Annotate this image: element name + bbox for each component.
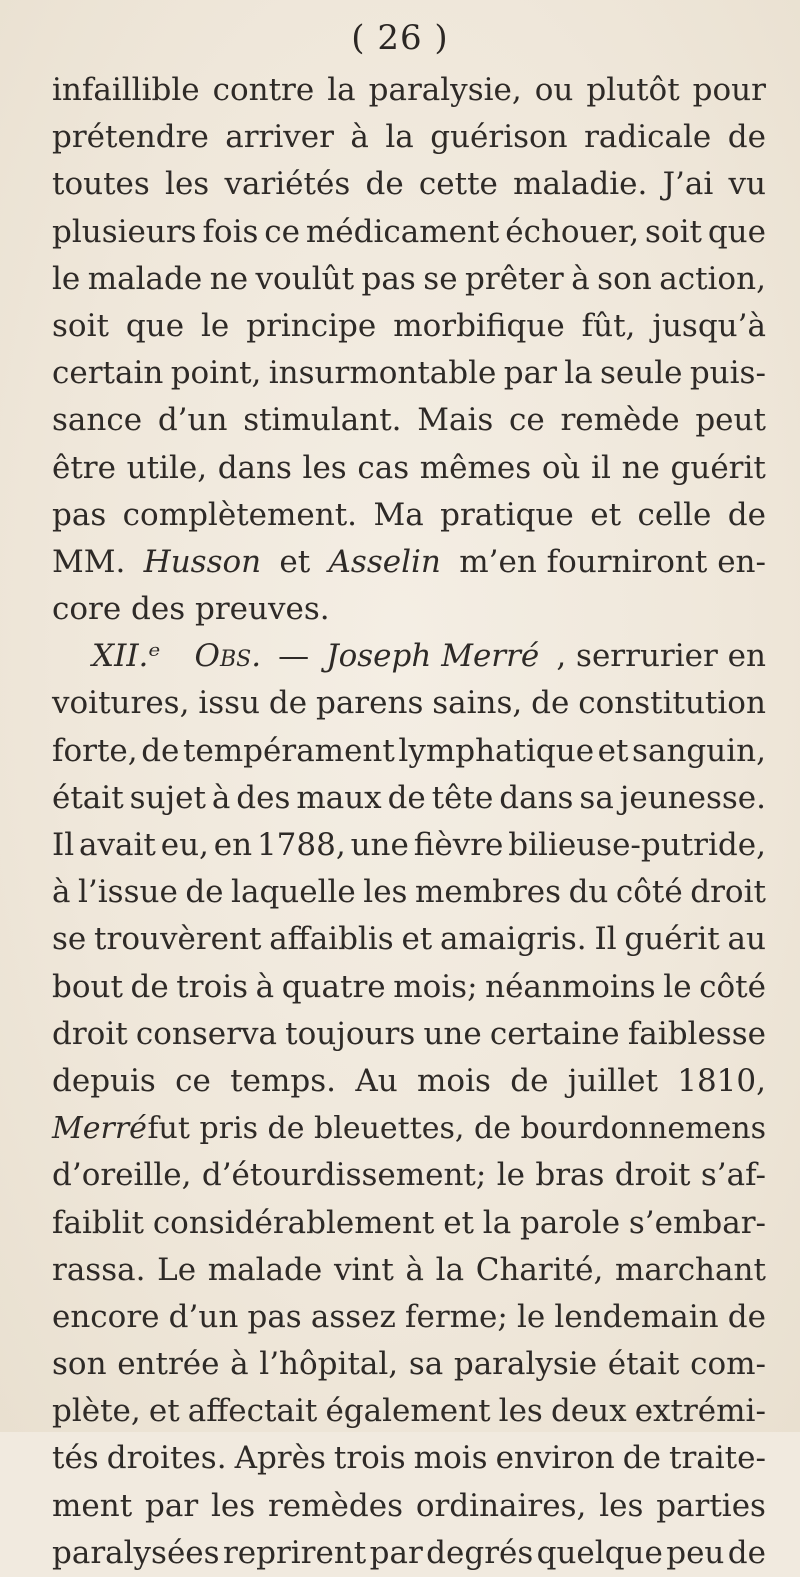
word: de — [727, 119, 766, 156]
text-line — [52, 114, 766, 161]
text-segment: core des preuves. — [52, 591, 330, 628]
word: guérit — [670, 449, 766, 486]
text-segment — [52, 350, 766, 397]
word: était — [607, 1346, 680, 1383]
word: maux — [296, 779, 382, 816]
word: soit — [52, 307, 109, 344]
word: de — [130, 968, 169, 1005]
text-segment — [52, 1011, 766, 1058]
word: droit — [690, 874, 766, 911]
text-line — [52, 397, 766, 444]
word: affectait — [187, 1393, 318, 1430]
word: dans — [217, 449, 292, 486]
word: droit — [614, 1157, 691, 1194]
text-line — [52, 1011, 766, 1058]
word: dans — [499, 779, 574, 816]
word: tête — [431, 779, 494, 816]
text-segment — [52, 67, 766, 114]
word: voulût — [255, 260, 355, 297]
word: fût, — [581, 307, 636, 344]
text-segment — [52, 303, 766, 350]
word: depuis — [52, 1062, 156, 1099]
word: contre — [212, 72, 315, 108]
text-segment — [52, 1152, 766, 1199]
word: point, — [170, 355, 262, 392]
word: pas — [52, 496, 107, 533]
word: d’un — [168, 1298, 239, 1335]
word: le — [517, 1298, 546, 1335]
word: néanmoins — [485, 968, 656, 1005]
text-segment — [52, 1200, 766, 1247]
word: peu — [666, 1534, 725, 1571]
word: être — [52, 449, 116, 486]
word: de — [531, 685, 570, 722]
text-segment: fut pris de bleuettes, de bourdonnemens — [147, 1111, 766, 1147]
word: voitures, — [52, 685, 190, 722]
text-segment — [52, 1247, 766, 1294]
word: le — [52, 260, 81, 297]
word: soit — [645, 213, 702, 250]
word: d’étourdissement; — [201, 1157, 487, 1194]
text-line — [52, 161, 766, 208]
word: la — [327, 72, 356, 108]
word: d’un — [157, 402, 228, 439]
word: échouer, — [505, 213, 640, 250]
word: de — [185, 874, 224, 911]
word: plutôt — [586, 72, 680, 108]
word: trois — [176, 968, 249, 1005]
word: bilieuse-putride, — [508, 827, 766, 863]
word: sance — [52, 402, 143, 439]
word: la — [564, 355, 593, 392]
text-line — [52, 350, 766, 397]
word: reprirent — [222, 1534, 367, 1571]
word: à — [255, 968, 275, 1005]
word: de — [268, 685, 308, 722]
text-segment: Husson — [143, 543, 262, 580]
word: à — [350, 119, 369, 156]
word: de — [510, 1062, 549, 1099]
word: que — [125, 307, 185, 344]
word: assez — [310, 1298, 396, 1335]
word: son — [597, 260, 652, 297]
word: morbifique — [393, 307, 565, 344]
word: temps. — [230, 1062, 337, 1099]
word: considérablement — [152, 1204, 435, 1241]
word: que — [707, 213, 766, 250]
word: rassa. — [52, 1251, 146, 1288]
word: son — [52, 1346, 107, 1383]
text-line — [52, 633, 766, 680]
word: et — [443, 1204, 474, 1241]
word: amaigris. — [440, 921, 587, 958]
word: pas — [361, 260, 416, 297]
word: principe — [246, 307, 377, 344]
text-segment: et — [279, 543, 311, 580]
word: lendemain — [554, 1298, 719, 1335]
text-segment — [52, 1435, 766, 1482]
word: par — [369, 1534, 423, 1571]
text-segment: Asselin — [328, 543, 441, 580]
word: les — [498, 1393, 543, 1430]
word: ne — [621, 449, 660, 486]
word: variétés — [224, 166, 351, 203]
text-segment: XII.ᵉ — [92, 638, 161, 675]
text-segment — [52, 1058, 766, 1105]
word: l’issue — [78, 874, 178, 911]
word: toutes — [52, 166, 150, 203]
word: guérison — [430, 119, 568, 156]
word: insurmontable — [268, 355, 497, 392]
word: de — [387, 779, 426, 816]
word: ne — [209, 260, 249, 297]
word: de — [365, 166, 404, 203]
word: Il — [594, 921, 617, 958]
text-segment — [52, 1388, 766, 1435]
word: com- — [690, 1346, 766, 1383]
word: seule — [600, 355, 683, 392]
word: d’oreille, — [52, 1157, 192, 1194]
word: issu — [198, 685, 261, 722]
text-segment: MM. — [52, 543, 126, 580]
word: également — [325, 1393, 491, 1430]
word: guérit — [624, 921, 720, 958]
word: le — [663, 968, 692, 1005]
word: trouvèrent — [94, 921, 262, 958]
text-segment — [52, 397, 766, 444]
word: sanguin, — [632, 732, 766, 769]
word: paralysie — [453, 1346, 598, 1383]
text-segment — [52, 680, 766, 727]
word: plusieurs — [52, 213, 197, 250]
text-line — [52, 1341, 766, 1388]
word: paralysées — [52, 1534, 220, 1571]
word: prétendre — [52, 119, 209, 156]
word: quelque — [536, 1534, 663, 1571]
word: de — [727, 1298, 766, 1335]
word: environ — [495, 1440, 615, 1477]
word: jusqu’à — [652, 307, 766, 344]
text-line — [52, 1152, 766, 1199]
word: jeunesse. — [619, 779, 766, 816]
word: mois — [413, 1440, 488, 1477]
word: 1788, — [256, 827, 346, 863]
word: certaine — [489, 1015, 620, 1052]
word: médicament — [305, 213, 500, 250]
text-line — [52, 680, 766, 727]
word: mêmes — [419, 449, 532, 486]
word: fièvre — [413, 827, 504, 863]
word: se — [423, 260, 458, 297]
text-line — [52, 539, 766, 586]
text-segment — [52, 822, 766, 869]
word: à — [52, 874, 71, 911]
word: Il — [52, 827, 75, 863]
word: avait — [79, 827, 156, 863]
word: lymphatique — [398, 732, 595, 769]
word: degrés — [426, 1534, 534, 1571]
word: droit — [52, 1015, 128, 1052]
word: à — [405, 1251, 424, 1288]
word: cas — [357, 449, 410, 486]
word: encore — [52, 1298, 160, 1335]
word: et — [401, 921, 433, 958]
word: côté — [699, 968, 766, 1005]
word: ou — [534, 72, 574, 108]
text-segment — [52, 161, 766, 208]
word: les — [599, 1487, 644, 1524]
word: le — [496, 1157, 525, 1194]
text-line — [52, 209, 766, 256]
text-line — [52, 916, 766, 963]
word: infaillible — [52, 72, 200, 108]
text-segment: — — [278, 638, 310, 675]
word: celle — [637, 496, 712, 533]
word: il — [591, 449, 611, 486]
word: se — [52, 921, 87, 958]
text-segment: Merré — [52, 1111, 147, 1147]
text-line — [52, 492, 766, 539]
word: action, — [659, 260, 766, 297]
text-line — [52, 256, 766, 303]
word: bout — [52, 968, 123, 1005]
word: s’embar- — [628, 1204, 766, 1241]
word: complètement. — [122, 496, 358, 533]
word: ce — [175, 1062, 211, 1099]
text-segment — [52, 869, 766, 916]
word: juillet — [567, 1062, 658, 1099]
word: par — [145, 1487, 199, 1524]
text-segment — [52, 775, 766, 822]
text-line — [52, 869, 766, 916]
word: puis- — [689, 355, 766, 392]
word: et — [590, 496, 622, 533]
word: maladie. — [513, 166, 648, 203]
word: et — [148, 1393, 180, 1430]
text-line — [52, 1294, 766, 1341]
text-line — [52, 1058, 766, 1105]
word: du — [568, 874, 609, 911]
word: par — [503, 355, 557, 392]
word: plète, — [52, 1393, 141, 1430]
word: Ma — [373, 496, 424, 533]
text-segment — [52, 1341, 766, 1388]
word: Après — [234, 1440, 326, 1477]
word: mois — [417, 1062, 491, 1099]
word: Au — [355, 1062, 398, 1099]
text-line — [52, 1200, 766, 1247]
word: vint — [333, 1251, 394, 1288]
text-segment: Joseph Merré — [326, 638, 540, 675]
text-line — [52, 1247, 766, 1294]
word: affaiblis — [269, 921, 394, 958]
word: côté — [615, 874, 683, 911]
word: était — [52, 779, 124, 816]
word: droites. — [106, 1440, 227, 1477]
word: faiblit — [52, 1204, 145, 1241]
word: de — [141, 732, 180, 769]
word: de — [727, 1534, 766, 1571]
word: paralysie, — [368, 72, 522, 108]
word: en — [213, 827, 253, 863]
word: utile, — [126, 449, 208, 486]
word: s’af- — [700, 1157, 766, 1194]
text-segment — [52, 1483, 766, 1530]
word: pratique — [440, 496, 574, 533]
word: les — [363, 874, 408, 911]
text-line — [52, 1388, 766, 1435]
text-line — [52, 822, 766, 869]
word: malade — [87, 260, 203, 297]
text-line — [52, 586, 766, 633]
word: les — [302, 449, 347, 486]
word: Mais — [417, 402, 494, 439]
word: et — [597, 732, 629, 769]
word: entrée — [117, 1346, 220, 1383]
word: tempérament — [182, 732, 395, 769]
word: sa — [579, 779, 614, 816]
word: à — [230, 1346, 249, 1383]
body-text — [52, 67, 766, 1577]
word: Charité, — [475, 1251, 604, 1288]
text-segment: , serrurier en — [556, 638, 766, 675]
word: parties — [656, 1487, 766, 1524]
word: tés — [52, 1440, 99, 1477]
word: J’ai — [662, 166, 714, 203]
word: des — [236, 779, 291, 816]
word: 1810, — [677, 1062, 766, 1099]
word: la — [385, 119, 414, 156]
word: la — [482, 1204, 512, 1241]
text-segment: m’en fourniront en- — [459, 543, 766, 580]
word: mois; — [393, 968, 478, 1005]
word: traite- — [669, 1440, 766, 1477]
word: membres — [414, 874, 562, 911]
word: pour — [692, 72, 766, 108]
word: peut — [695, 402, 766, 439]
text-line — [52, 775, 766, 822]
text-line — [52, 1530, 766, 1577]
text-segment — [52, 256, 766, 303]
text-segment — [52, 964, 766, 1011]
word: marchant — [615, 1251, 766, 1288]
text-segment — [52, 916, 766, 963]
word: quatre — [281, 968, 386, 1005]
word: ce — [509, 402, 545, 439]
text-segment — [52, 114, 766, 161]
text-segment — [52, 1530, 766, 1577]
word: une — [423, 1015, 482, 1052]
word: constitution — [578, 685, 766, 722]
word: remèdes — [267, 1487, 403, 1524]
word: toujours — [285, 1015, 416, 1052]
text-line — [52, 1105, 766, 1152]
text-line — [52, 1483, 766, 1530]
word: parens — [315, 685, 424, 722]
text-segment: Obs. — [194, 638, 262, 675]
word: de — [727, 496, 766, 533]
word: ment — [52, 1487, 133, 1524]
word: stimulant. — [243, 402, 402, 439]
word: vu — [728, 166, 766, 203]
word: une — [350, 827, 409, 863]
word: les — [210, 1487, 256, 1524]
word: radicale — [584, 119, 712, 156]
word: conserva — [135, 1015, 277, 1052]
text-line — [52, 964, 766, 1011]
text-line — [52, 1435, 766, 1482]
text-line — [52, 67, 766, 114]
word: trois — [333, 1440, 406, 1477]
word: prêter — [465, 260, 564, 297]
text-line — [52, 728, 766, 775]
word: sa — [408, 1346, 444, 1383]
word: pas — [247, 1298, 302, 1335]
word: extrémi- — [634, 1393, 766, 1430]
word: cette — [418, 166, 498, 203]
word: le — [201, 307, 230, 344]
word: remède — [560, 402, 680, 439]
word: forte, — [52, 732, 138, 769]
word: eu, — [160, 827, 209, 863]
page-number: ( 26 ) — [351, 18, 449, 58]
word: au — [727, 921, 766, 958]
word: ce — [264, 213, 300, 250]
word: bras — [535, 1157, 605, 1194]
word: deux — [550, 1393, 627, 1430]
word: ferme; — [405, 1298, 508, 1335]
word: laquelle — [231, 874, 356, 911]
word: les — [165, 166, 210, 203]
text-segment — [52, 1294, 766, 1341]
word: certain — [52, 355, 164, 392]
text-segment — [52, 492, 766, 539]
word: parole — [520, 1204, 621, 1241]
word: Le — [157, 1251, 197, 1288]
word: où — [541, 449, 581, 486]
text-line — [52, 445, 766, 492]
text-segment — [52, 728, 766, 775]
word: malade — [207, 1251, 323, 1288]
word: faiblesse — [627, 1015, 766, 1052]
word: sujet — [129, 779, 206, 816]
text-segment — [52, 445, 766, 492]
text-line — [52, 303, 766, 350]
word: ordinaires, — [415, 1487, 587, 1524]
word: la — [435, 1251, 465, 1288]
word: arriver — [225, 119, 334, 156]
word: l’hôpital, — [259, 1346, 399, 1383]
word: à — [211, 779, 231, 816]
word: sains, — [432, 685, 523, 722]
text-segment — [52, 209, 766, 256]
word: fois — [202, 213, 259, 250]
word: à — [571, 260, 590, 297]
word: de — [622, 1440, 661, 1477]
